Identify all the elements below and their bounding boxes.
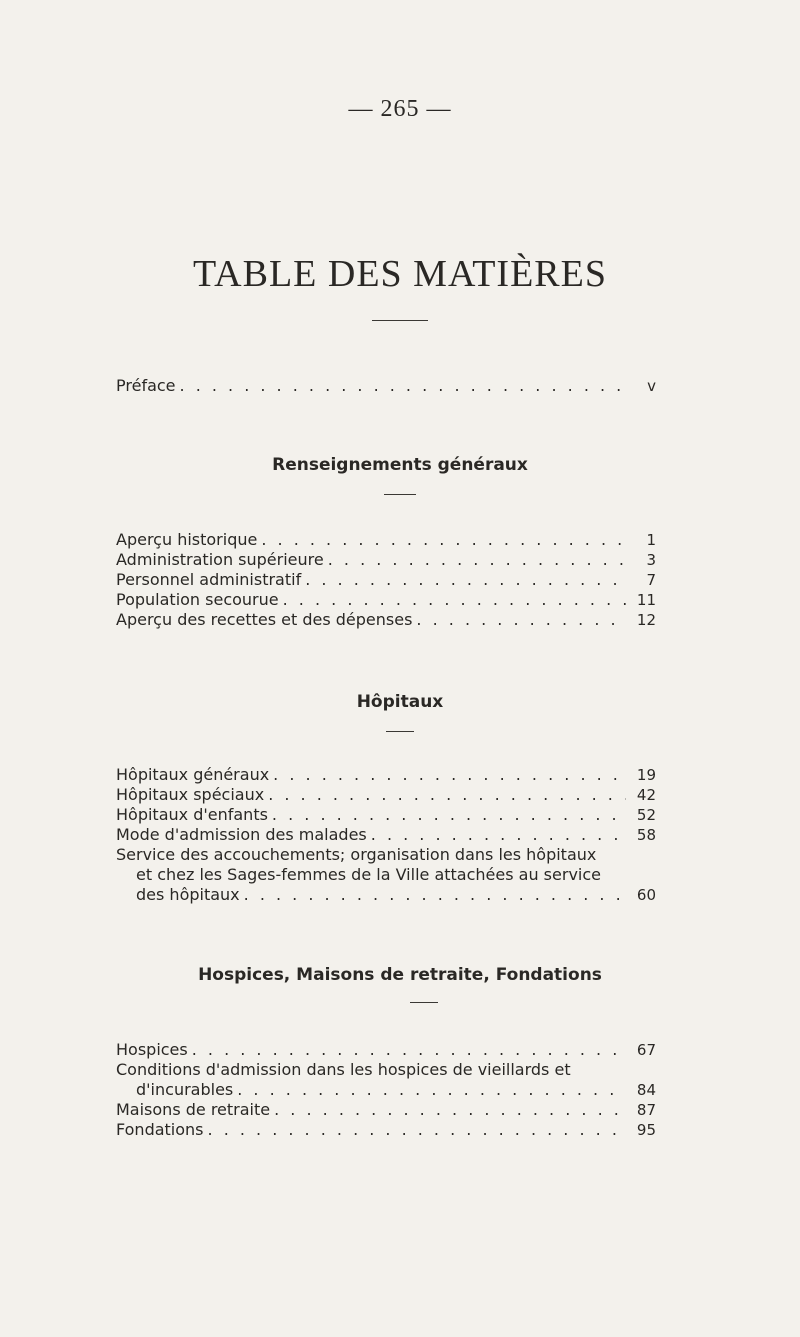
toc-entry (116, 805, 626, 824)
toc-entry-label-line: et chez les Sages-femmes de la Ville attachées au service (136, 865, 601, 884)
toc-entry (116, 785, 626, 804)
toc-entry (116, 1120, 626, 1139)
toc-entry (116, 590, 626, 609)
toc-entry-label: Aperçu historique (116, 530, 258, 549)
dot-leader (279, 590, 626, 609)
section-heading-hospices: Hospices, Maisons de retraite, Fondations (198, 965, 602, 985)
toc-entry-label: Administration supérieure (116, 550, 324, 569)
toc-entry-label-line: Conditions d'admission dans les hospices de vieillards et (116, 1060, 571, 1079)
toc-entry-label: Préface (116, 376, 176, 395)
toc-entry (116, 570, 626, 589)
dot-leader (264, 785, 626, 804)
toc-entry-label: Maisons de retraite (116, 1100, 271, 1119)
dot-leader (412, 610, 626, 629)
toc-entry (116, 1040, 626, 1059)
toc-entry-label: Fondations (116, 1120, 204, 1139)
section-divider (386, 731, 414, 732)
dot-leader (240, 885, 626, 904)
toc-entry-label-line: Service des accouchements; organisation dans les hôpitaux (116, 845, 597, 864)
section-heading-renseignements: Renseignements généraux (272, 455, 528, 475)
toc-entry-label: Mode d'admission des malades (116, 825, 367, 844)
dot-leader (204, 1120, 626, 1139)
dot-leader (176, 376, 626, 395)
toc-entry (116, 550, 626, 569)
toc-page-ref: 12 (636, 611, 656, 629)
dot-leader (324, 550, 626, 569)
toc-page-ref: 67 (636, 1041, 656, 1059)
section-divider (384, 494, 416, 495)
toc-page-ref: 7 (646, 571, 656, 589)
toc-page-ref: 42 (636, 786, 656, 804)
toc-page-ref: 3 (646, 551, 656, 569)
toc-entry (136, 885, 626, 904)
dot-leader (301, 570, 626, 589)
page-number: — 265 — (348, 96, 452, 122)
toc-entry-label: Hôpitaux généraux (116, 765, 270, 784)
dot-leader (268, 805, 626, 824)
toc-page-ref: 87 (636, 1101, 656, 1119)
dot-leader (269, 765, 626, 784)
toc-entry-label: Population secourue (116, 590, 279, 609)
page-title: TABLE DES MATIÈRES (193, 253, 607, 295)
toc-entry-label: Personnel administratif (116, 570, 302, 589)
dot-leader (270, 1100, 626, 1119)
toc-entry-label: d'incurables (136, 1080, 234, 1099)
toc-entry (116, 765, 626, 784)
toc-entry (136, 1080, 626, 1099)
section-heading-hopitaux: Hôpitaux (356, 692, 444, 712)
title-divider (372, 320, 428, 321)
toc-page-ref: 58 (636, 826, 656, 844)
toc-page-ref: 60 (636, 886, 656, 904)
toc-entry-label: Aperçu des recettes et des dépenses (116, 610, 413, 629)
dot-leader (257, 530, 626, 549)
toc-page-ref: 84 (636, 1081, 656, 1099)
toc-page-ref: 95 (636, 1121, 656, 1139)
toc-entry-label: des hôpitaux (136, 885, 240, 904)
toc-page-ref: v (647, 377, 656, 395)
toc-entry-label: Hôpitaux spéciaux (116, 785, 265, 804)
dot-leader (188, 1040, 626, 1059)
toc-entry (116, 1100, 626, 1119)
toc-entry-preface (116, 376, 626, 395)
toc-entry (116, 825, 626, 844)
toc-entry (116, 610, 626, 629)
toc-entry-label: Hospices (116, 1040, 188, 1059)
toc-page-ref: 1 (646, 531, 656, 549)
toc-page-ref: 11 (636, 591, 656, 609)
toc-entry-label: Hôpitaux d'enfants (116, 805, 268, 824)
toc-page-ref: 52 (636, 806, 656, 824)
dot-leader (233, 1080, 626, 1099)
section-divider (410, 1002, 438, 1003)
toc-page-ref: 19 (636, 766, 656, 784)
toc-entry (116, 530, 626, 549)
dot-leader (367, 825, 626, 844)
